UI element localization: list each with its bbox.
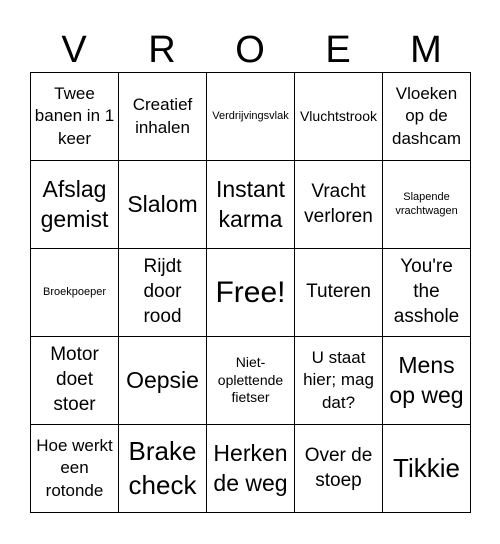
bingo-cell[interactable] (207, 161, 295, 249)
bingo-cell-free[interactable] (207, 249, 295, 337)
bingo-cell[interactable] (119, 249, 207, 337)
bingo-cell[interactable] (295, 73, 383, 161)
cell-text: Herken de weg (213, 439, 288, 496)
cell-text: Brake check (128, 435, 197, 500)
cell-text: Over de stoep (304, 444, 373, 491)
cell-text: Slapende vrachtwagen (395, 190, 458, 217)
bingo-cell[interactable] (31, 425, 119, 513)
header-letter-e: E (325, 29, 351, 71)
bingo-cell[interactable] (31, 161, 119, 249)
bingo-cell[interactable] (207, 337, 295, 425)
cell-text: Vluchtstrook (299, 107, 378, 124)
cell-text: Instant karma (215, 175, 286, 232)
bingo-cell[interactable] (295, 337, 383, 425)
bingo-cell[interactable] (295, 161, 383, 249)
cell-text: Broekpoeper (43, 285, 106, 298)
header-letter-r: R (148, 29, 176, 71)
free-space-text: Free! (215, 275, 286, 309)
bingo-cell[interactable] (383, 161, 471, 249)
cell-text: Oepsie (126, 366, 199, 393)
header-letter-m: M (410, 29, 442, 71)
cell-text: Tikkie (393, 452, 460, 483)
bingo-cell[interactable] (31, 249, 119, 337)
bingo-cell[interactable] (119, 161, 207, 249)
cell-text: You're the asshole (393, 256, 460, 327)
bingo-cell[interactable] (31, 73, 119, 161)
bingo-cell[interactable] (295, 425, 383, 513)
cell-text: Twee banen in 1 keer (34, 84, 115, 148)
cell-text: Creatief inhalen (132, 95, 193, 137)
bingo-cell[interactable] (383, 425, 471, 513)
header-letter-o: O (235, 29, 265, 71)
bingo-cell[interactable] (383, 249, 471, 337)
cell-text: Verdrijvingsvlak (212, 109, 289, 122)
bingo-board (30, 72, 471, 513)
bingo-cell[interactable] (119, 425, 207, 513)
bingo-cell[interactable] (31, 337, 119, 425)
cell-text: Tuteren (306, 281, 371, 303)
cell-text: Motor doet stoer (50, 344, 99, 415)
cell-text: Rijdt door rood (143, 256, 182, 327)
cell-text: Mens op weg (389, 351, 464, 408)
cell-text: Afslag gemist (40, 175, 109, 232)
bingo-cell[interactable] (119, 73, 207, 161)
bingo-cell[interactable] (383, 337, 471, 425)
header-letter-v: V (61, 29, 87, 71)
cell-text: Slalom (127, 190, 198, 217)
cell-text: Niet-oplettende fietser (217, 354, 284, 406)
cell-text: Hoe werkt een rotonde (36, 436, 113, 500)
bingo-cell[interactable] (207, 425, 295, 513)
bingo-header (30, 28, 470, 72)
cell-text: Vracht verloren (304, 180, 373, 227)
bingo-cell[interactable] (295, 249, 383, 337)
bingo-cell[interactable] (207, 73, 295, 161)
bingo-cell[interactable] (119, 337, 207, 425)
cell-text: Vloeken op de dashcam (392, 84, 461, 148)
cell-text: U staat hier; mag dat? (303, 348, 374, 412)
bingo-cell[interactable] (383, 73, 471, 161)
